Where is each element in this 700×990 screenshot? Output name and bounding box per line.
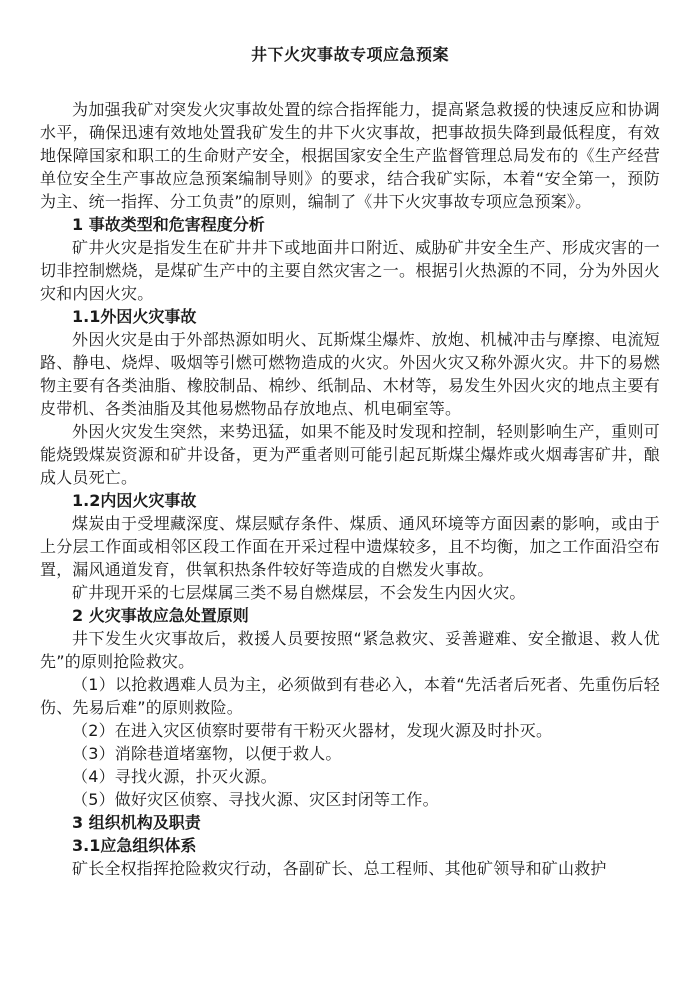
section-1-2-heading: 1.2内因火灾事故 — [72, 491, 197, 510]
section-2-heading: 2 火灾事故应急处置原则 — [72, 606, 249, 625]
section-2-item-4: （4）寻找火源，扑灭火源。 — [72, 767, 277, 786]
section-3-heading: 3 组织机构及职责 — [72, 813, 201, 832]
section-2-item-3: （3）消除巷道堵塞物，以便于救人。 — [72, 744, 342, 763]
section-1-heading: 1 事故类型和危害程度分析 — [72, 215, 265, 234]
section-2-item-5: （5）做好灾区侦察、寻找火源、灾区封闭等工作。 — [72, 790, 439, 809]
section-3-1-paragraph: 矿长全权指挥抢险救灾行动，各副矿长、总工程师、其他矿领导和矿山救护 — [72, 859, 607, 878]
document-title: 井下火灾事故专项应急预案 — [250, 45, 449, 64]
section-1-1-heading: 1.1外因火灾事故 — [72, 307, 197, 326]
section-3-1-heading: 3.1应急组织体系 — [72, 836, 197, 855]
section-1-1-paragraph-1: 外因火灾是由于外部热源如明火、瓦斯煤尘爆炸、放炮、机械冲击与摩擦、电流短路、静电、烧焊、吸烟等引燃可燃物造成的火灾。外因火灾又称外源火灾。井下的易燃物主要有各类油脂、橡胶制品、棉纱、纸制品、木材等，易发生外因火灾的地点主要有皮带机、各类油脂及其他易燃物品存放地点、机电硐室等。 — [40, 330, 660, 418]
section-2-item-1: （1）以抢救遇难人员为主，必须做到有巷必入，本着“先活者后死者、先重伤后轻伤、先易后难”的原则救险。 — [40, 675, 660, 717]
section-2-paragraph: 井下发生火灾事故后，救援人员要按照“紧急救灾、妥善避难、安全撤退、救人优先”的原则抢险救灾。 — [40, 629, 660, 671]
section-1-1-paragraph-2: 外因火灾发生突然，来势迅猛，如果不能及时发现和控制，轻则影响生产，重则可能烧毁煤炭资源和矿井设备，更为严重者则可能引起瓦斯煤尘爆炸或火烟毒害矿井，酿成人员死亡。 — [40, 422, 660, 487]
intro-paragraph: 为加强我矿对突发火灾事故处置的综合指挥能力，提高紧急救援的快速反应和协调水平，确保迅速有效地处置我矿发生的井下火灾事故，把事故损失降到最低程度，有效地保障国家和职工的生命财产安全，根据国家安全生产监督管理总局发布的《生产经营单位安全生产事故应急预案编制导则》的要求，结合我矿实际，本着“安全第一，预防为主、统一指挥、分工负责”的原则，编制了《井下火灾事故专项应急预案》。 — [40, 100, 660, 211]
section-1-2-paragraph-1: 煤炭由于受埋藏深度、煤层赋存条件、煤质、通风环境等方面因素的影响，或由于上分层工作面或相邻区段工作面在开采过程中遗煤较多，且不均衡，加之工作面沿空布置，漏风通道发育，供氧积热条件较好等造成的自燃发火事故。 — [40, 514, 660, 579]
section-1-2-paragraph-2: 矿井现开采的七层煤属三类不易自燃煤层，不会发生内因火灾。 — [72, 583, 526, 602]
section-1-paragraph: 矿井火灾是指发生在矿井井下或地面井口附近、威胁矿井安全生产、形成灾害的一切非控制燃烧，是煤矿生产中的主要自然灾害之一。根据引火热源的不同，分为外因火灾和内因火灾。 — [40, 238, 660, 303]
section-2-item-2: （2）在进入灾区侦察时要带有干粉灭火器材，发现火源及时扑灭。 — [72, 721, 553, 740]
